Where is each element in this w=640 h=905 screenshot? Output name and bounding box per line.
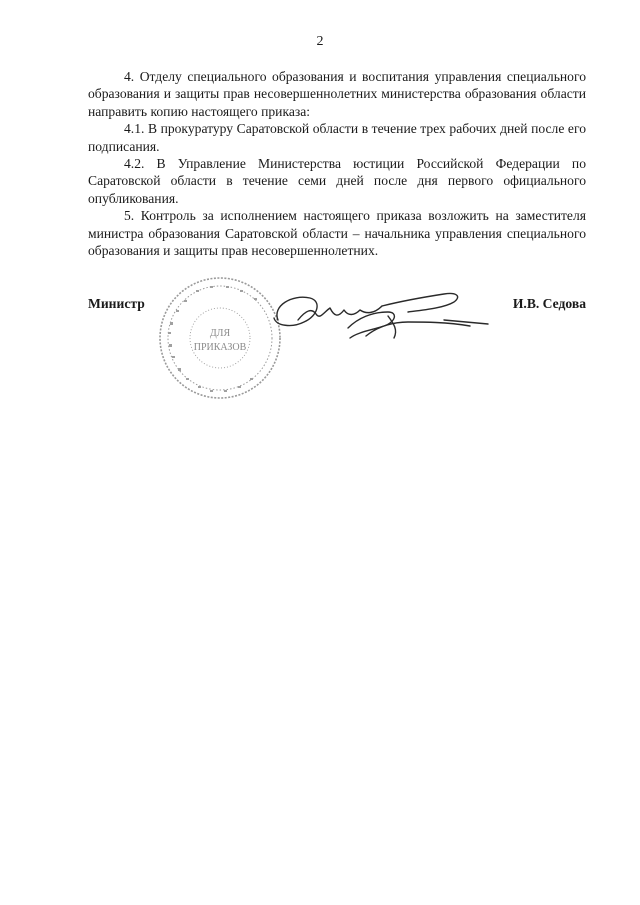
paragraph-4-1: 4.1. В прокуратуру Саратовской области в течение трех рабочих дней после его подписания. <box>88 121 586 154</box>
paragraph-5: 5. Контроль за исполнением настоящего приказа возложить на заместителя министра образования Саратовской области – начальника управления специального образования и защиты прав несовершеннолетних. <box>88 208 586 259</box>
signer-name: И.В. Седова <box>512 296 586 311</box>
page-number: 2 <box>316 34 324 49</box>
paragraph-4: 4. Отделу специального образования и воспитания управления специального образования и защиты прав несовершеннолетних министерства образования области направить копию настоящего приказа: <box>88 69 586 119</box>
document-body <box>88 68 586 259</box>
handwritten-signature <box>248 276 508 356</box>
stamp-text-line-2: ПРИКАЗОВ <box>193 342 247 353</box>
stamp-text-line-1: ДЛЯ <box>209 328 231 339</box>
paragraph-4-2: 4.2. В Управление Министерства юстиции Российской Федерации по Саратовской области в течение семи дней после дня первого официального опубликования. <box>88 156 586 206</box>
signer-title: Министр <box>88 296 145 311</box>
